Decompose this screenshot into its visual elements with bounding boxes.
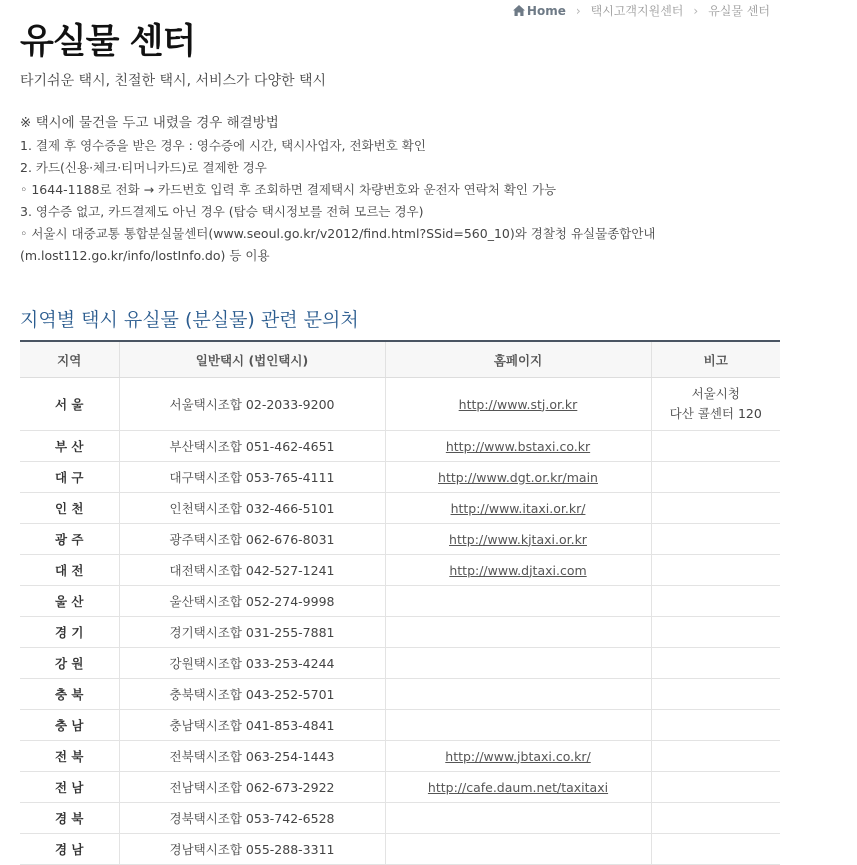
note-cell (651, 772, 780, 803)
note-cell (651, 617, 780, 648)
column-header-homepage: 홈페이지 (385, 341, 651, 378)
homepage-cell (385, 741, 651, 772)
contact-table (20, 340, 780, 865)
note-cell (651, 431, 780, 462)
homepage-link[interactable]: http://www.jbtaxi.co.kr/ (445, 748, 591, 764)
homepage-cell (385, 378, 651, 431)
table-row (20, 648, 780, 679)
table-row (20, 834, 780, 865)
lost-item-guide (20, 113, 656, 267)
contact-cell: 충남택시조합 041-853-4841 (119, 710, 385, 741)
region-cell: 충 북 (20, 679, 119, 710)
contact-cell: 충북택시조합 043-252-5701 (119, 679, 385, 710)
breadcrumb-home[interactable] (513, 4, 566, 18)
homepage-cell (385, 462, 651, 493)
breadcrumb-level2[interactable]: 유실물 센터 (708, 4, 770, 18)
note-cell (651, 648, 780, 679)
region-cell: 경 기 (20, 617, 119, 648)
contact-cell: 서울택시조합 02-2033-9200 (119, 378, 385, 431)
guide-line: 3. 영수증 없고, 카드결제도 아닌 경우 (탑승 택시정보를 전혀 모르는 경우) (20, 204, 424, 219)
table-row (20, 493, 780, 524)
homepage-link[interactable]: http://www.kjtaxi.or.kr (449, 531, 587, 547)
note-cell (651, 586, 780, 617)
note-line: 서울시청 (691, 386, 740, 401)
homepage-cell (385, 772, 651, 803)
homepage-cell (385, 524, 651, 555)
table-row (20, 679, 780, 710)
homepage-cell (385, 431, 651, 462)
homepage-cell (385, 555, 651, 586)
region-cell: 전 남 (20, 772, 119, 803)
breadcrumb (513, 2, 770, 19)
guide-line: 2. 카드(신용·체크·티머니카드)로 결제한 경우 (20, 160, 267, 175)
homepage-link[interactable]: http://cafe.daum.net/taxitaxi (427, 779, 609, 795)
section-title: 지역별 택시 유실물 (분실물) 관련 문의처 (20, 309, 359, 331)
guide-line: (m.lost112.go.kr/info/lostInfo.do) 등 이용 (20, 248, 270, 263)
homepage-cell (385, 493, 651, 524)
contact-cell: 경남택시조합 055-288-3311 (119, 834, 385, 865)
region-cell: 광 주 (20, 524, 119, 555)
homepage-cell (385, 834, 651, 865)
chevron-right-icon: › (693, 3, 699, 18)
guide-line: 1. 결제 후 영수증을 받은 경우 : 영수증에 시간, 택시사업자, 전화번호 확인 (20, 138, 426, 153)
homepage-cell (385, 679, 651, 710)
table-row (20, 617, 780, 648)
region-cell: 전 북 (20, 741, 119, 772)
note-cell (651, 555, 780, 586)
table-row (20, 462, 780, 493)
homepage-cell (385, 586, 651, 617)
contact-cell: 전북택시조합 063-254-1443 (119, 741, 385, 772)
region-cell: 부 산 (20, 431, 119, 462)
note-cell (651, 803, 780, 834)
table-row (20, 741, 780, 772)
region-cell: 대 전 (20, 555, 119, 586)
column-header-contact: 일반택시 (법인택시) (119, 341, 385, 378)
note-cell (651, 710, 780, 741)
region-cell: 울 산 (20, 586, 119, 617)
note-cell (651, 493, 780, 524)
homepage-cell (385, 710, 651, 741)
table-row (20, 524, 780, 555)
contact-cell: 광주택시조합 062-676-8031 (119, 524, 385, 555)
contact-cell: 부산택시조합 051-462-4651 (119, 431, 385, 462)
table-row (20, 378, 780, 431)
homepage-link[interactable]: http://www.itaxi.or.kr/ (450, 500, 586, 516)
contact-cell: 대전택시조합 042-527-1241 (119, 555, 385, 586)
contact-cell: 전남택시조합 062-673-2922 (119, 772, 385, 803)
homepage-cell (385, 648, 651, 679)
page-subtitle: 타기쉬운 택시, 친절한 택시, 서비스가 다양한 택시 (20, 73, 327, 89)
column-header-region: 지역 (20, 341, 119, 378)
homepage-link[interactable]: http://www.djtaxi.com (449, 562, 587, 578)
contact-cell: 강원택시조합 033-253-4244 (119, 648, 385, 679)
region-cell: 인 천 (20, 493, 119, 524)
table-body (20, 378, 780, 865)
note-cell (651, 741, 780, 772)
region-cell: 경 북 (20, 803, 119, 834)
table-row (20, 586, 780, 617)
note-line: 다산 콜센터 120 (669, 406, 762, 421)
guide-heading: ※ 택시에 물건을 두고 내렸을 경우 해결방법 (20, 115, 279, 131)
region-cell: 충 남 (20, 710, 119, 741)
region-cell: 경 남 (20, 834, 119, 865)
table-header-row (20, 341, 780, 378)
guide-line: ◦ 1644-1188로 전화 → 카드번호 입력 후 조회하면 결제택시 차량번호와 운전자 연락처 확인 가능 (20, 182, 557, 197)
note-cell (651, 679, 780, 710)
region-cell: 대 구 (20, 462, 119, 493)
region-cell: 서 울 (20, 378, 119, 431)
note-cell (651, 462, 780, 493)
contact-cell: 인천택시조합 032-466-5101 (119, 493, 385, 524)
table-row (20, 710, 780, 741)
note-cell (651, 378, 780, 431)
table-row (20, 803, 780, 834)
contact-cell: 대구택시조합 053-765-4111 (119, 462, 385, 493)
homepage-cell (385, 617, 651, 648)
note-cell (651, 524, 780, 555)
homepage-link[interactable]: http://www.bstaxi.co.kr (445, 438, 591, 454)
home-icon (513, 5, 525, 16)
contact-cell: 경기택시조합 031-255-7881 (119, 617, 385, 648)
table-row (20, 772, 780, 803)
column-header-note: 비고 (651, 341, 780, 378)
page-title: 유실물 센터 (20, 22, 196, 62)
contact-cell: 경북택시조합 053-742-6528 (119, 803, 385, 834)
homepage-cell (385, 803, 651, 834)
region-cell: 강 원 (20, 648, 119, 679)
contact-cell: 울산택시조합 052-274-9998 (119, 586, 385, 617)
breadcrumb-level1[interactable]: 택시고객지원센터 (590, 4, 684, 18)
note-cell (651, 834, 780, 865)
guide-line: ◦ 서울시 대중교통 통합분실물센터(www.seoul.go.kr/v2012/find.html?SSid=560_10)와 경찰청 유실물종합안내 (20, 226, 656, 241)
homepage-link[interactable]: http://www.dgt.or.kr/main (438, 469, 598, 485)
chevron-right-icon: › (575, 3, 581, 18)
table-row (20, 431, 780, 462)
homepage-link[interactable]: http://www.stj.or.kr (458, 396, 578, 412)
breadcrumb-home-link[interactable]: Home (526, 3, 566, 18)
table-row (20, 555, 780, 586)
